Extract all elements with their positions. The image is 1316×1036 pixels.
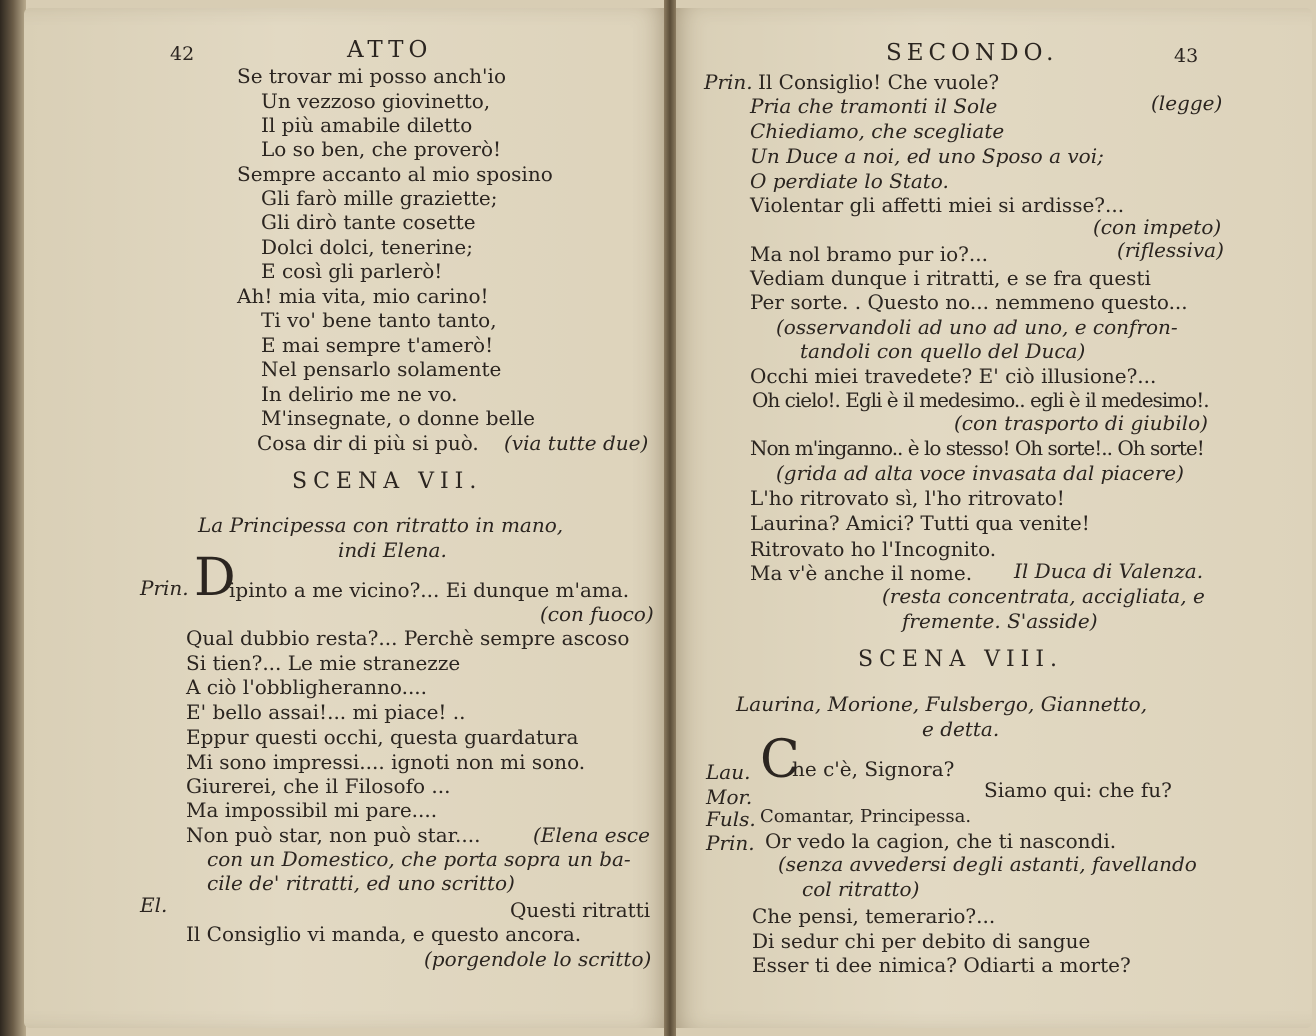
verse-line: L'ho ritrovato sì, l'ho ritrovato! — [750, 486, 1065, 510]
reading-line: Chiediamo, che scegliate — [750, 119, 1005, 143]
verse-line: Per sorte. . Questo no... nemmeno questo... — [750, 290, 1188, 314]
verse-line: Che pensi, temerario?... — [752, 904, 996, 928]
stage-direction: fremente. S'asside) — [902, 609, 1098, 633]
left-running-head: ATTO — [347, 37, 433, 63]
verse-line: Gli farò mille graziette; — [261, 186, 498, 210]
stage-direction: (Elena esce — [533, 823, 650, 847]
speaker-label: Mor. — [706, 785, 753, 809]
speaker-label: Prin. — [706, 831, 755, 855]
verse-line: Si tien?... Le mie stranezze — [186, 651, 461, 675]
verse-line: E così gli parlerò! — [261, 259, 443, 283]
verse-line: M'insegnate, o donne belle — [261, 406, 536, 430]
speaker-label: Prin. — [704, 70, 753, 94]
verse-line: Nel pensarlo solamente — [261, 357, 502, 381]
verse-line: Il Consiglio vi manda, e questo ancora. — [186, 922, 582, 946]
speaker-label: Fuls. — [706, 807, 756, 831]
verse-line: Un vezzoso giovinetto, — [261, 89, 491, 113]
verse-line: Sempre accanto al mio sposino — [237, 162, 553, 186]
verse-line: Comantar, Principessa. — [760, 806, 972, 827]
scene-persons: e detta. — [922, 717, 1000, 741]
verse-line: A ciò l'obbligheranno.... — [186, 675, 428, 699]
stage-direction: tandoli con quello del Duca) — [800, 339, 1086, 363]
stage-direction: (resta concentrata, accigliata, e — [882, 584, 1205, 608]
scene-persons: indi Elena. — [338, 538, 447, 562]
reading-line: Un Duce a noi, ed uno Sposo a voi; — [750, 144, 1104, 168]
verse-line: Ti vo' bene tanto tanto, — [261, 308, 497, 332]
verse-line: Siamo qui: che fu? — [984, 778, 1172, 802]
reading-line: O perdiate lo Stato. — [750, 169, 949, 193]
stage-direction: (via tutte due) — [504, 431, 649, 455]
verse-line: Ma impossibil mi pare.... — [186, 798, 438, 822]
verse-line: Eppur questi occhi, questa guardatura — [186, 725, 579, 749]
book-edge — [0, 0, 26, 1036]
left-page-number: 42 — [170, 43, 195, 65]
drop-cap: C — [760, 730, 800, 790]
stage-direction: (con impeto) — [1093, 215, 1222, 239]
verse-line: Vediam dunque i ritratti, e se fra questi — [750, 266, 1151, 290]
right-page-number: 43 — [1174, 45, 1199, 67]
verse-line: E' bello assai!... mi piace! .. — [186, 700, 466, 724]
right-running-head: SECONDO. — [886, 40, 1059, 66]
verse-line: Non m'inganno.. è lo stesso! Oh sorte!.. Oh sorte! — [750, 436, 1204, 460]
stage-direction: col ritratto) — [802, 877, 920, 901]
book-gutter — [664, 0, 676, 1036]
verse-line: Violentar gli affetti miei si ardisse?... — [750, 193, 1125, 217]
reading-line: Pria che tramonti il Sole — [750, 94, 998, 118]
verse-line: he c'è, Signora? — [792, 757, 955, 781]
stage-direction: (osservandoli ad uno ad uno, e confron- — [776, 315, 1178, 339]
verse-line: Mi sono impressi.... ignoti non mi sono. — [186, 750, 586, 774]
verse-line: Oh cielo!. Egli è il medesimo.. egli è il medesimo!. — [752, 388, 1209, 412]
speaker-label: Lau. — [706, 760, 751, 784]
verse-line: Ritrovato ho l'Incognito. — [750, 537, 997, 561]
stage-direction: (legge) — [1151, 91, 1223, 115]
stage-direction: cile de' ritratti, ed uno scritto) — [207, 871, 515, 895]
verse-line: Ma v'è anche il nome. — [750, 561, 973, 585]
stage-direction: (senza avvedersi degli astanti, favellando — [778, 852, 1197, 876]
verse-line: Cosa dir di più si può. — [257, 431, 479, 455]
verse-line: Il più amabile diletto — [261, 113, 473, 137]
speaker-label: Prin. — [140, 576, 189, 600]
scene-persons: Laurina, Morione, Fulsbergo, Giannetto, — [736, 692, 1148, 716]
verse-line: Ma nol bramo pur io?... — [750, 242, 988, 266]
verse-line: E mai sempre t'amerò! — [261, 333, 494, 357]
verse-line: Esser ti dee nimica? Odiarti a morte? — [752, 953, 1131, 977]
verse-line: Giurerei, che il Filosofo ... — [186, 774, 451, 798]
verse-line: Questi ritratti — [510, 898, 651, 922]
stage-direction: con un Domestico, che porta sopra un ba- — [207, 847, 631, 871]
verse-line: ipinto a me vicino?... Ei dunque m'ama. — [229, 578, 630, 602]
stage-direction: (con trasporto di giubilo) — [954, 411, 1208, 435]
stage-direction: (con fuoco) — [540, 602, 654, 626]
verse-line: Dolci dolci, tenerine; — [261, 235, 473, 259]
drop-cap: D — [194, 548, 236, 608]
verse-line: Lo so ben, che proverò! — [261, 137, 502, 161]
verse-line: Occhi miei travedete? E' ciò illusione?... — [750, 364, 1157, 388]
speaker-label: El. — [140, 893, 168, 917]
scene-persons: La Principessa con ritratto in mano, — [198, 513, 564, 537]
verse-line: Il Consiglio! Che vuole? — [758, 70, 1000, 94]
verse-line: Qual dubbio resta?... Perchè sempre ascoso — [186, 626, 630, 650]
reading-line: Il Duca di Valenza. — [1014, 559, 1204, 583]
stage-direction: (grida ad alta voce invasata dal piacere) — [776, 461, 1184, 485]
stage-direction: (porgendole lo scritto) — [424, 947, 652, 971]
verse-line: Ah! mia vita, mio carino! — [237, 284, 489, 308]
verse-line: In delirio me ne vo. — [261, 382, 458, 406]
verse-line: Laurina? Amici? Tutti qua venite! — [750, 511, 1090, 535]
scene-heading: SCENA VII. — [292, 469, 483, 494]
verse-line: Non può star, non può star.... — [186, 823, 481, 847]
verse-line: Se trovar mi posso anch'io — [237, 64, 506, 88]
scene-heading: SCENA VIII. — [858, 647, 1064, 672]
stage-direction: (riflessiva) — [1117, 238, 1224, 262]
verse-line: Di sedur chi per debito di sangue — [752, 929, 1091, 953]
verse-line: Gli dirò tante cosette — [261, 210, 476, 234]
verse-line: Or vedo la cagion, che ti nascondi. — [765, 829, 1117, 853]
